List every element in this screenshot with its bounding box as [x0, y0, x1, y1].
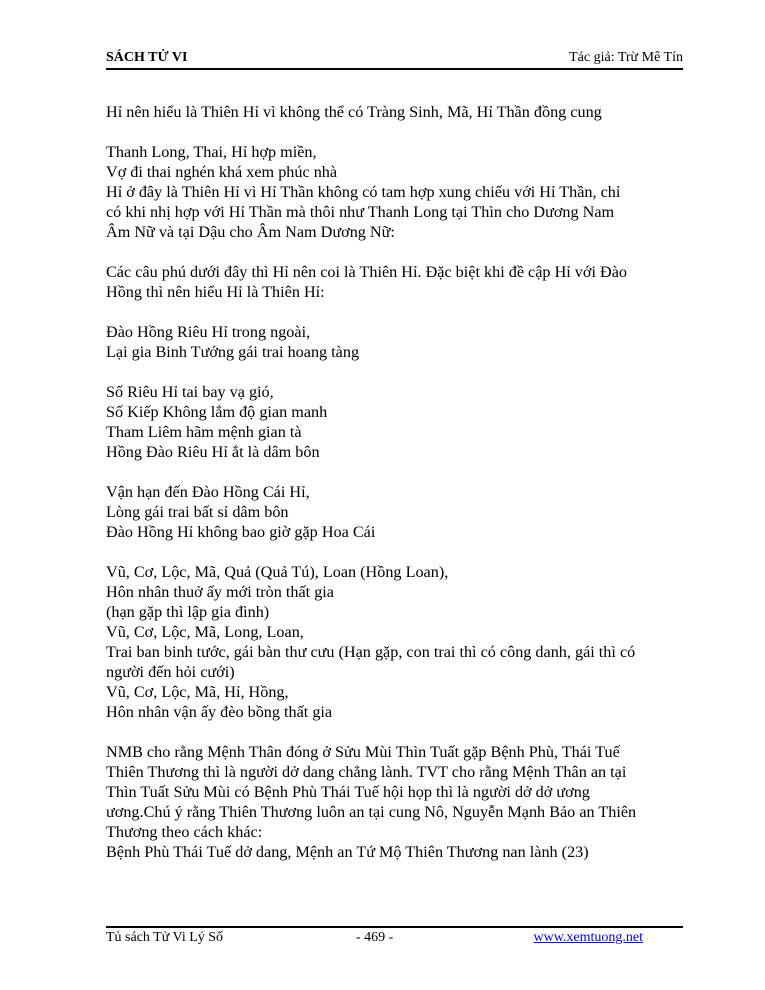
- text-line: Hôn nhân thuở ấy mới tròn thất gia: [106, 583, 334, 601]
- website-link[interactable]: www.xemtuong.net: [533, 930, 643, 945]
- text-line: Các câu phú dưới đây thì Hỉ nên coi là Thiên Hỉ. Đặc biệt khi đề cập Hỉ với Đào: [106, 263, 627, 281]
- body-text: [106, 102, 688, 882]
- paragraph: [106, 142, 688, 242]
- text-line: Hôn nhân vận ấy đèo bồng thất gia: [106, 703, 333, 721]
- text-line: Hồng thì nên hiểu Hỉ là Thiên Hỉ:: [106, 283, 325, 301]
- text-line: Hỉ nên hiểu là Thiên Hỉ vì không thể có Tràng Sinh, Mã, Hỉ Thần đồng cung: [106, 103, 602, 121]
- paragraph: [106, 742, 688, 862]
- text-line: (hạn gặp thì lập gia đình): [106, 603, 270, 621]
- page-footer: [106, 926, 683, 950]
- paragraph: [106, 382, 688, 462]
- paragraph: [106, 322, 688, 362]
- text-line: ương.Chú ý rằng Thiên Thương luôn an tại cung Nô, Nguyễn Mạnh Bảo an Thiên: [106, 803, 637, 821]
- paragraph: [106, 102, 688, 122]
- text-line: Bệnh Phù Thái Tuế dở dang, Mệnh an Tứ Mộ Thiên Thương nan lành (23): [106, 843, 589, 861]
- text-line: Thương theo cách khác:: [106, 823, 263, 841]
- paragraph: [106, 262, 688, 302]
- book-title: SÁCH TỬ VI: [106, 50, 188, 65]
- text-line: Hỉ ở đây là Thiên Hỉ vì Hỉ Thần không có tam hợp xung chiếu với Hỉ Thần, chỉ: [106, 183, 621, 201]
- text-line: Âm Nữ và tại Dậu cho Âm Nam Dương Nữ:: [106, 223, 395, 241]
- text-line: Vũ, Cơ, Lộc, Mã, Hỉ, Hồng,: [106, 683, 289, 701]
- author-label: Tác giả: Trừ Mê Tín: [569, 50, 683, 65]
- page-number: - 469 -: [356, 930, 394, 945]
- text-line: Số Kiếp Không lắm độ gian manh: [106, 403, 328, 421]
- text-line: Lòng gái trai bất sỉ dâm bôn: [106, 503, 289, 521]
- text-line: Vận hạn đến Đào Hồng Cái Hỉ,: [106, 483, 310, 501]
- text-line: Lại gia Binh Tướng gái trai hoang tàng: [106, 343, 360, 361]
- text-line: Đào Hồng Hỉ không bao giờ gặp Hoa Cái: [106, 523, 376, 541]
- text-line: Số Riêu Hỉ tai bay vạ gió,: [106, 383, 274, 401]
- paragraph: [106, 482, 688, 542]
- series-name: Tủ sách Tử Vi Lý Số: [106, 930, 224, 945]
- page-header: [106, 44, 683, 70]
- text-line: NMB cho rằng Mệnh Thân đóng ở Sửu Mùi Thìn Tuất gặp Bệnh Phù, Thái Tuế: [106, 743, 620, 761]
- text-line: Đào Hồng Riêu Hỉ trong ngoài,: [106, 323, 311, 341]
- text-line: Hồng Đào Riêu Hỉ ắt là dâm bôn: [106, 443, 320, 461]
- paragraph: [106, 562, 688, 722]
- text-line: Thìn Tuất Sửu Mùi có Bệnh Phù Thái Tuế hội họp thì là người dở dở ương: [106, 783, 590, 801]
- text-line: có khi nhị hợp với Hỉ Thần mà thôi như Thanh Long tại Thìn cho Dương Nam: [106, 203, 615, 221]
- text-line: Thiên Thương thì là người dở dang chẳng lành. TVT cho rằng Mệnh Thân an tại: [106, 763, 627, 781]
- text-line: Trai ban binh tước, gái bàn thư cưu (Hạn gặp, con trai thì có công danh, gái thì có: [106, 643, 636, 661]
- text-line: Vợ đi thai nghén khá xem phúc nhà: [106, 163, 338, 181]
- text-line: Thanh Long, Thai, Hỉ hợp miền,: [106, 143, 317, 161]
- text-line: người đến hỏi cưới): [106, 663, 235, 681]
- text-line: Tham Liêm hãm mệnh gian tà: [106, 423, 302, 441]
- text-line: Vũ, Cơ, Lộc, Mã, Long, Loan,: [106, 623, 304, 641]
- text-line: Vũ, Cơ, Lộc, Mã, Quả (Quả Tú), Loan (Hồng Loan),: [106, 563, 449, 581]
